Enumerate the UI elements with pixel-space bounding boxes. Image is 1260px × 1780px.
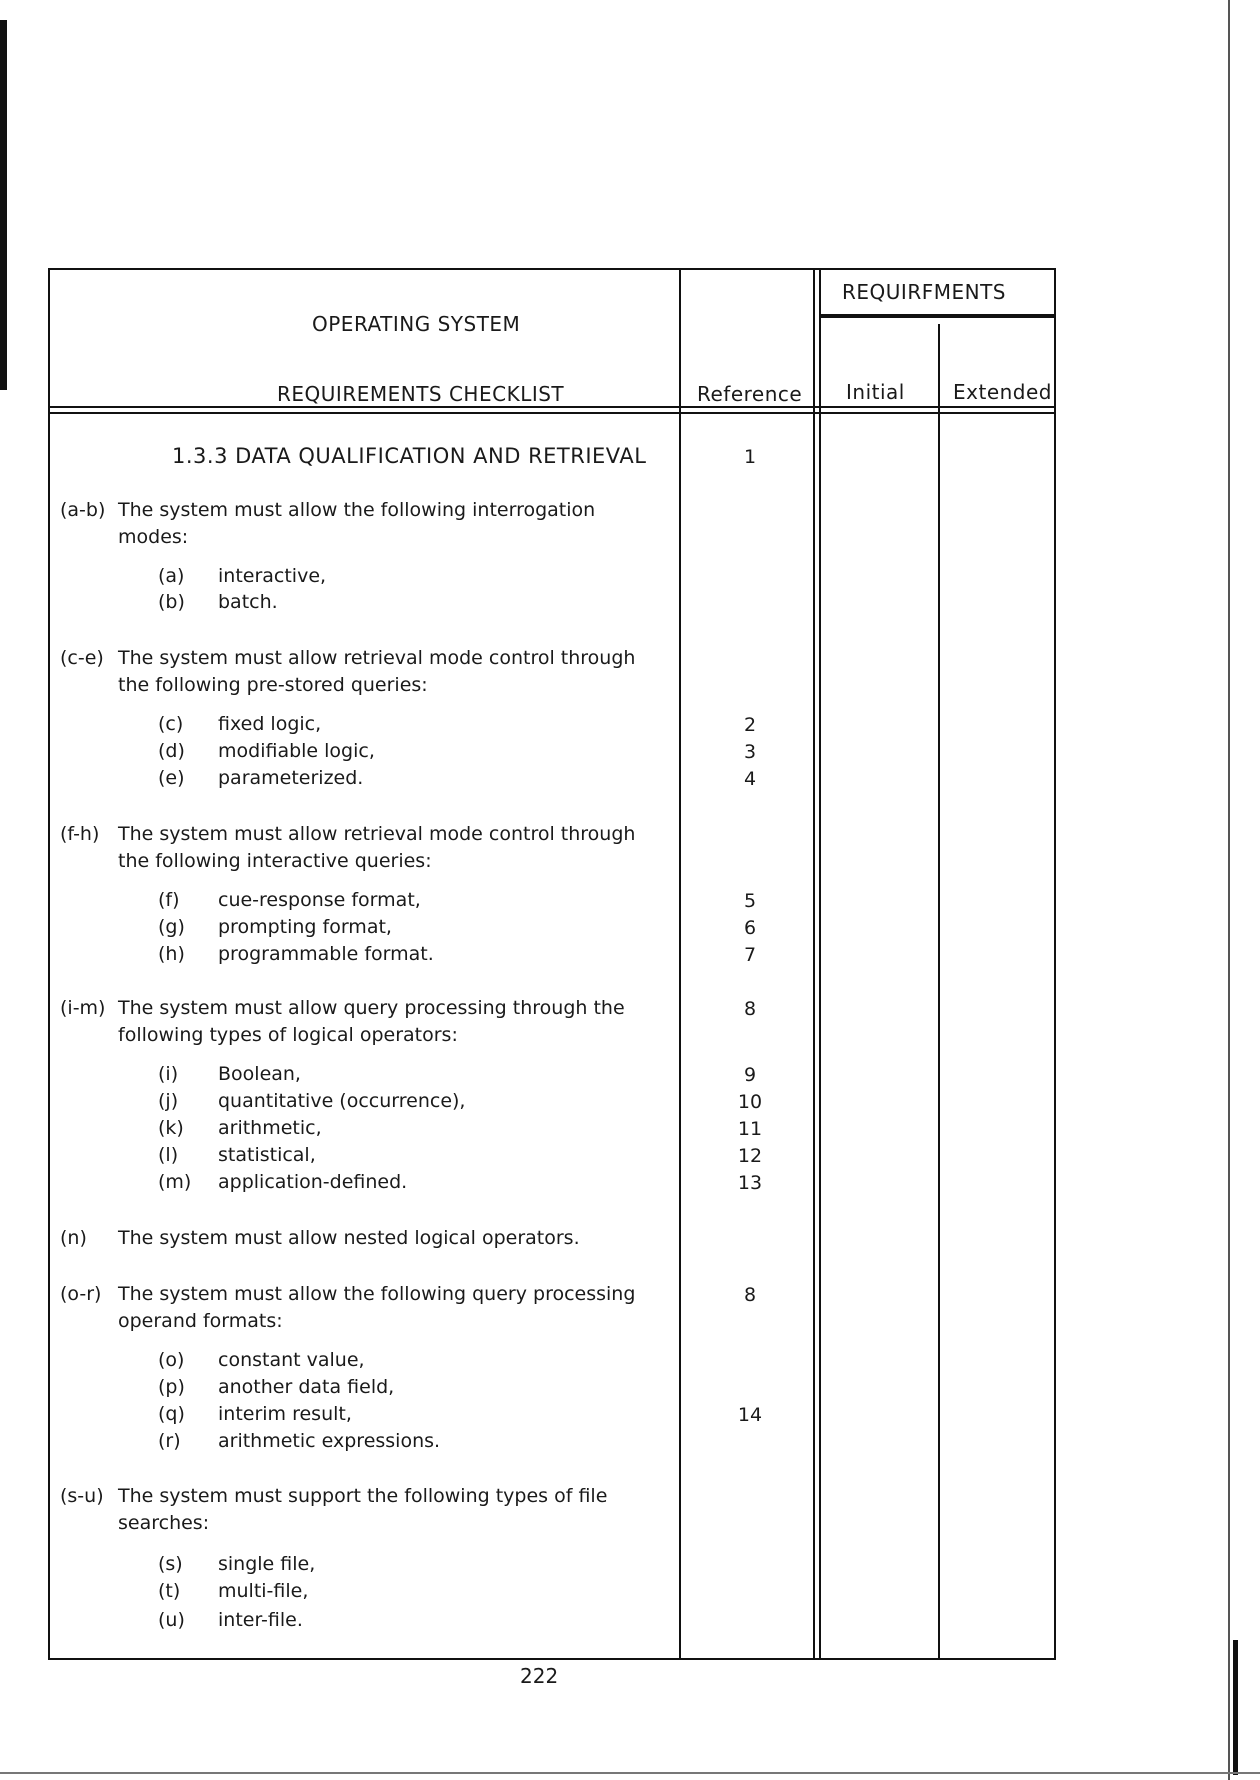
item-ref: 12 <box>737 1145 763 1167</box>
item-ref: 3 <box>743 741 757 763</box>
item-letter: (f) <box>158 889 180 911</box>
item-text: arithmetic, <box>218 1117 322 1139</box>
requirements-checklist-table <box>48 268 1056 1660</box>
group-text: the following interactive queries: <box>118 850 432 872</box>
item-ref: 14 <box>737 1404 763 1426</box>
group-label: (f-h) <box>60 823 100 845</box>
item-ref: 5 <box>743 890 757 912</box>
item-letter: (q) <box>158 1403 185 1425</box>
item-letter: (e) <box>158 767 185 789</box>
item-ref: 9 <box>743 1064 757 1086</box>
item-ref: 13 <box>737 1172 763 1194</box>
item-text: interim result, <box>218 1403 352 1425</box>
item-text: programmable format. <box>218 943 434 965</box>
item-text: interactive, <box>218 565 327 587</box>
item-text: application-defined. <box>218 1171 408 1193</box>
reference-column-divider <box>679 270 681 1658</box>
item-letter: (o) <box>158 1349 185 1371</box>
group-label: (a-b) <box>60 499 106 521</box>
item-text: inter-file. <box>218 1609 303 1631</box>
scan-edge-bottom <box>0 1772 1260 1774</box>
group-ref: 8 <box>743 998 757 1020</box>
item-letter: (l) <box>158 1144 179 1166</box>
item-letter: (m) <box>158 1171 192 1193</box>
item-ref: 7 <box>743 944 757 966</box>
group-text: The system must allow the following interrogation <box>118 499 596 521</box>
group-text: searches: <box>118 1512 210 1534</box>
item-letter: (c) <box>158 713 184 735</box>
group-text: following types of logical operators: <box>118 1024 458 1046</box>
item-letter: (r) <box>158 1430 181 1452</box>
item-text: arithmetic expressions. <box>218 1430 441 1452</box>
item-letter: (d) <box>158 740 185 762</box>
group-text: The system must allow the following query processing <box>118 1283 636 1305</box>
table-title-line2: REQUIREMENTS CHECKLIST <box>277 382 565 406</box>
item-text: multi-file, <box>218 1580 309 1602</box>
group-label: (i-m) <box>60 997 106 1019</box>
table-title-line1: OPERATING SYSTEM <box>312 312 521 336</box>
item-ref: 10 <box>737 1091 763 1113</box>
requirements-header: REQUIRFMENTS <box>842 280 1006 304</box>
item-text: parameterized. <box>218 767 364 789</box>
group-label: (c-e) <box>60 647 104 669</box>
item-text: constant value, <box>218 1349 365 1371</box>
requirements-column-divider <box>813 270 815 1658</box>
item-text: Boolean, <box>218 1063 301 1085</box>
item-letter: (b) <box>158 591 185 613</box>
scan-edge-left <box>0 20 7 390</box>
item-letter: (h) <box>158 943 185 965</box>
item-text: prompting format, <box>218 916 392 938</box>
group-label: (n) <box>60 1227 87 1249</box>
item-letter: (p) <box>158 1376 185 1398</box>
initial-header: Initial <box>846 380 905 404</box>
group-text: The system must support the following types of file <box>118 1485 608 1507</box>
group-text: the following pre-stored queries: <box>118 674 428 696</box>
group-label: (s-u) <box>60 1485 104 1507</box>
group-text: operand formats: <box>118 1310 283 1332</box>
item-letter: (a) <box>158 565 185 587</box>
item-letter: (k) <box>158 1117 184 1139</box>
item-ref: 4 <box>743 768 757 790</box>
header-rule-top <box>50 406 1054 408</box>
item-text: single file, <box>218 1553 316 1575</box>
item-text: fixed logic, <box>218 713 322 735</box>
section-ref: 1 <box>743 446 757 468</box>
item-text: another data field, <box>218 1376 395 1398</box>
scan-edge-right-dark <box>1233 1640 1238 1775</box>
group-text: The system must allow nested logical operators. <box>118 1227 580 1249</box>
requirements-column-divider-inner <box>819 270 821 1658</box>
group-label: (o-r) <box>60 1283 102 1305</box>
item-text: modifiable logic, <box>218 740 375 762</box>
extended-header: Extended <box>953 380 1052 404</box>
item-letter: (u) <box>158 1609 185 1631</box>
group-ref: 8 <box>743 1284 757 1306</box>
item-text: cue-response format, <box>218 889 421 911</box>
item-text: statistical, <box>218 1144 316 1166</box>
item-ref: 6 <box>743 917 757 939</box>
item-letter: (i) <box>158 1063 179 1085</box>
item-letter: (t) <box>158 1580 181 1602</box>
item-text: quantitative (occurrence), <box>218 1090 466 1112</box>
item-ref: 2 <box>743 714 757 736</box>
page-number: 222 <box>520 1664 559 1688</box>
group-text: The system must allow retrieval mode control through <box>118 647 636 669</box>
header-rule-bottom <box>50 412 1054 414</box>
scan-edge-right <box>1228 0 1230 1780</box>
group-text: The system must allow query processing through the <box>118 997 625 1019</box>
reference-header: Reference <box>697 382 803 406</box>
item-letter: (j) <box>158 1090 179 1112</box>
group-text: modes: <box>118 526 189 548</box>
requirements-header-rule <box>819 314 1054 318</box>
item-text: batch. <box>218 591 278 613</box>
item-letter: (g) <box>158 916 185 938</box>
group-text: The system must allow retrieval mode control through <box>118 823 636 845</box>
section-title: 1.3.3 DATA QUALIFICATION AND RETRIEVAL <box>172 444 647 468</box>
item-letter: (s) <box>158 1553 183 1575</box>
item-ref: 11 <box>737 1118 763 1140</box>
extended-column-divider <box>938 324 940 1658</box>
